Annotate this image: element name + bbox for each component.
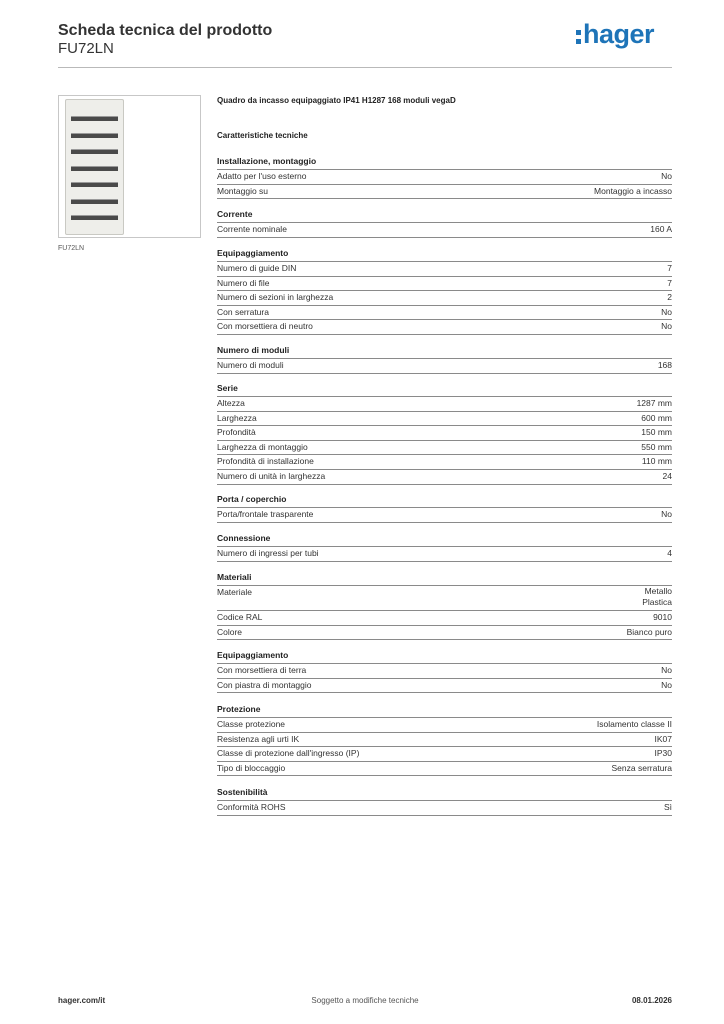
section-end-divider — [217, 692, 672, 693]
spec-row — [217, 663, 672, 678]
spec-label: Conformità ROHS — [217, 802, 286, 812]
spec-row — [217, 546, 672, 561]
spec-row — [217, 800, 672, 815]
spec-label: Con morsettiera di neutro — [217, 321, 313, 332]
spec-value: 1287 mm — [636, 398, 672, 408]
spec-value: No — [661, 171, 672, 181]
spec-label: Numero di guide DIN — [217, 263, 297, 273]
spec-value: Metallo Plastica — [642, 586, 672, 607]
footer-date: 08.01.2026 — [631, 996, 672, 1005]
spec-row — [217, 469, 672, 484]
section-title: Serie — [217, 383, 238, 393]
spec-label: Profondità — [217, 427, 256, 438]
spec-label: Adatto per l'uso esterno — [217, 171, 307, 181]
spec-label: Larghezza — [217, 412, 257, 423]
spec-value: No — [661, 321, 672, 332]
spec-row — [217, 358, 672, 373]
technical-title: Caratteristiche tecniche — [217, 131, 308, 140]
spec-label: Larghezza di montaggio — [217, 441, 308, 452]
spec-label: Materiale — [217, 587, 252, 597]
section-end-divider — [217, 522, 672, 523]
spec-row — [217, 276, 672, 291]
spec-label: Resistenza agli urti IK — [217, 733, 300, 744]
din-rail-row — [71, 166, 118, 171]
spec-row — [217, 717, 672, 732]
spec-row — [217, 290, 672, 305]
section-title: Connessione — [217, 533, 271, 543]
spec-row — [217, 169, 672, 184]
spec-label: Porta/frontale trasparente — [217, 509, 314, 519]
section-end-divider — [217, 334, 672, 335]
logo-dots-icon — [576, 30, 581, 44]
spec-label: Numero di file — [217, 277, 270, 288]
din-rail-row — [71, 149, 118, 154]
section-end-divider — [217, 639, 672, 640]
spec-label: Numero di sezioni in larghezza — [217, 292, 334, 303]
section-end-divider — [217, 561, 672, 562]
spec-row — [217, 610, 672, 625]
din-rail-row — [71, 133, 118, 138]
spec-value: 2 — [667, 292, 672, 303]
section-title: Equipaggiamento — [217, 650, 289, 660]
spec-label: Classe protezione — [217, 719, 286, 729]
spec-label: Tipo di bloccaggio — [217, 762, 286, 773]
spec-value: Sì — [663, 802, 672, 812]
spec-value: IK07 — [654, 733, 672, 744]
logo-text: hager — [582, 19, 654, 49]
spec-label: Altezza — [217, 398, 245, 408]
footer-website: hager.com/it — [58, 996, 106, 1005]
spec-label: Numero di unità in larghezza — [217, 471, 326, 481]
spec-row — [217, 184, 672, 199]
cabinet-illustration — [65, 99, 124, 235]
spec-row — [217, 396, 672, 411]
spec-row — [217, 425, 672, 440]
spec-label: Montaggio su — [217, 185, 269, 196]
spec-value: Bianco puro — [626, 626, 672, 637]
spec-value: 150 mm — [641, 427, 672, 438]
spec-value: Isolamento classe II — [596, 719, 672, 729]
product-image — [58, 95, 201, 238]
spec-row — [217, 732, 672, 747]
spec-row — [217, 454, 672, 469]
section-end-divider — [217, 815, 672, 816]
section-title: Equipaggiamento — [217, 248, 289, 258]
spec-value: Senza serratura — [611, 762, 672, 773]
footer-notice: Soggetto a modifiche tecniche — [311, 996, 419, 1005]
spec-row — [217, 305, 672, 320]
spec-row — [217, 440, 672, 455]
spec-row — [217, 585, 672, 610]
section-title: Porta / coperchio — [217, 494, 287, 504]
spec-label: Colore — [217, 626, 243, 637]
spec-label: Numero di moduli — [217, 360, 284, 370]
section-title: Protezione — [217, 704, 261, 714]
spec-value: Montaggio a incasso — [594, 185, 672, 196]
spec-value: 4 — [667, 548, 672, 558]
section-title: Materiali — [217, 572, 252, 582]
spec-label: Numero di ingressi per tubi — [217, 548, 319, 558]
spec-value: No — [661, 679, 672, 690]
spec-label: Con morsettiera di terra — [217, 665, 307, 675]
section-end-divider — [217, 373, 672, 374]
product-code: FU72LN — [58, 40, 114, 57]
section-end-divider — [217, 198, 672, 199]
spec-value: No — [661, 665, 672, 675]
document-title: Scheda tecnica del prodotto — [58, 22, 273, 39]
spec-label: Codice RAL — [217, 612, 263, 622]
spec-label: Con piastra di montaggio — [217, 679, 312, 690]
din-rail-row — [71, 116, 118, 121]
spec-row — [217, 319, 672, 334]
spec-value: 110 mm — [641, 456, 672, 467]
spec-value: No — [661, 509, 672, 519]
section-end-divider — [217, 775, 672, 776]
spec-row — [217, 625, 672, 640]
section-end-divider — [217, 237, 672, 238]
spec-row — [217, 761, 672, 776]
section-title: Installazione, montaggio — [217, 156, 317, 166]
spec-row — [217, 222, 672, 237]
spec-value: IP30 — [654, 748, 672, 759]
spec-value: 168 — [657, 360, 672, 370]
spec-label: Profondità di installazione — [217, 456, 314, 467]
spec-label: Con serratura — [217, 306, 269, 317]
spec-value: 24 — [662, 471, 672, 481]
spec-row — [217, 261, 672, 276]
section-title: Corrente — [217, 209, 253, 219]
spec-value: 7 — [667, 277, 672, 288]
hager-logo — [576, 20, 654, 48]
spec-row — [217, 746, 672, 761]
spec-row — [217, 507, 672, 522]
product-description: Quadro da incasso equipaggiato IP41 H1287 168 moduli vegaD — [217, 96, 456, 105]
spec-value: No — [661, 306, 672, 317]
section-title: Sostenibilità — [217, 787, 268, 797]
spec-row — [217, 411, 672, 426]
spec-label: Classe di protezione dall'ingresso (IP) — [217, 748, 360, 759]
image-caption: FU72LN — [58, 245, 85, 252]
spec-row — [217, 678, 672, 693]
spec-value: 550 mm — [641, 441, 672, 452]
page-header — [58, 20, 672, 68]
din-rail-row — [71, 199, 118, 204]
spec-value: 600 mm — [641, 412, 672, 423]
spec-value: 160 A — [650, 224, 672, 234]
din-rail-row — [71, 215, 118, 220]
spec-label: Corrente nominale — [217, 224, 287, 234]
din-rail-row — [71, 182, 118, 187]
section-title: Numero di moduli — [217, 345, 290, 355]
spec-value: 9010 — [653, 612, 672, 622]
spec-value: 7 — [667, 263, 672, 273]
section-end-divider — [217, 484, 672, 485]
page-footer — [58, 996, 672, 1010]
